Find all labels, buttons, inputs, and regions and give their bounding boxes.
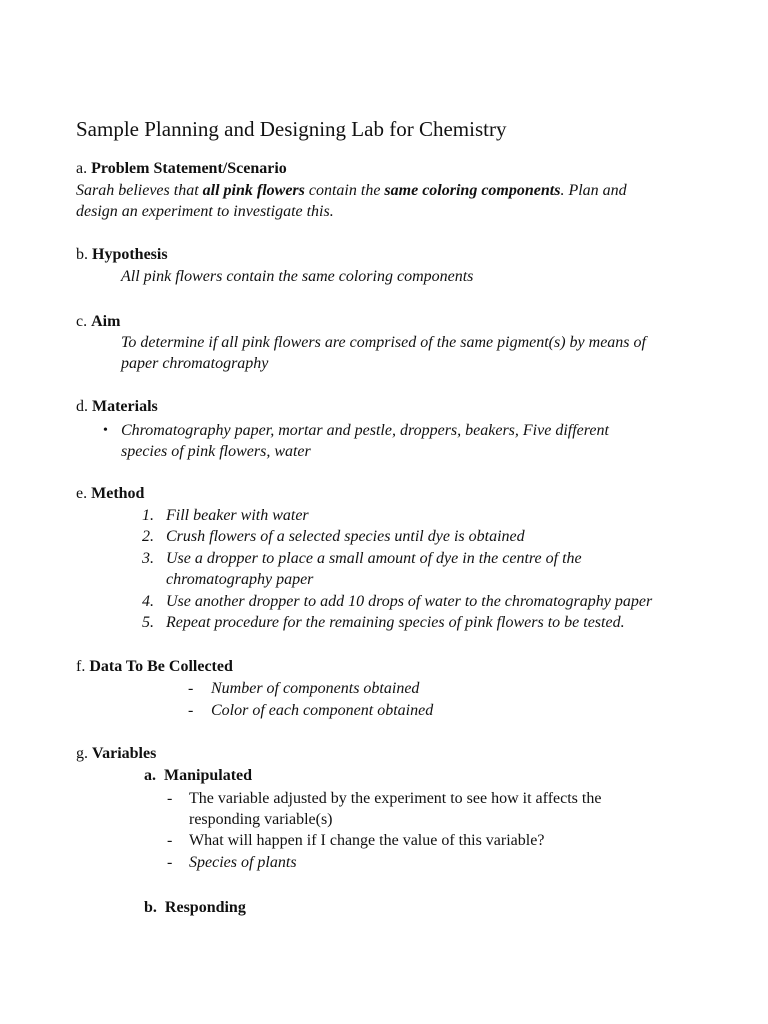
hypothesis-text bbox=[121, 266, 473, 287]
section-g-heading bbox=[76, 743, 156, 764]
aim-line-2: paper chromatography bbox=[121, 355, 269, 372]
step-text: Fill beaker with water bbox=[166, 507, 309, 524]
section-c-heading bbox=[76, 311, 120, 332]
data-collected-list bbox=[188, 678, 434, 721]
list-item-text: The variable adjusted by the experiment to see how it affects the bbox=[189, 790, 602, 807]
list-item-text: Number of components obtained bbox=[211, 680, 420, 697]
step-number: 1. bbox=[142, 507, 154, 524]
list-item-text: What will happen if I change the value of this variable? bbox=[189, 832, 545, 849]
page-title: Sample Planning and Designing Lab for Chemistry bbox=[76, 117, 507, 141]
method-step bbox=[142, 505, 652, 526]
section-prefix: g. bbox=[76, 745, 88, 762]
section-heading: Method bbox=[91, 485, 145, 502]
list-item-continuation: responding variable(s) bbox=[189, 811, 333, 828]
section-prefix: e. bbox=[76, 485, 88, 502]
text-run: contain the bbox=[304, 182, 385, 199]
emphasis-run: same coloring components bbox=[384, 182, 561, 199]
section-heading: Variables bbox=[92, 745, 157, 762]
section-heading: Aim bbox=[91, 313, 121, 330]
step-text: Use a dropper to place a small amount of dye in the centre of the bbox=[166, 550, 582, 567]
section-b-heading bbox=[76, 244, 168, 265]
step-number: 2. bbox=[142, 528, 154, 545]
problem-line-1 bbox=[76, 180, 627, 201]
section-prefix: f. bbox=[76, 658, 86, 675]
subsection-a-heading bbox=[144, 765, 252, 786]
section-prefix: a. bbox=[76, 160, 88, 177]
dash-marker: - bbox=[188, 702, 194, 719]
step-text: Crush flowers of a selected species until dye is obtained bbox=[166, 528, 525, 545]
dash-marker: - bbox=[167, 832, 173, 849]
hypothesis-line: All pink flowers contain the same coloring components bbox=[121, 268, 474, 285]
text-run: . Plan and bbox=[560, 182, 627, 199]
list-item-text: Color of each component obtained bbox=[211, 702, 434, 719]
section-prefix: d. bbox=[76, 398, 88, 415]
section-d-heading bbox=[76, 396, 158, 417]
subsection-prefix: a. bbox=[144, 767, 156, 784]
list-item bbox=[167, 830, 601, 851]
step-number: 5. bbox=[142, 614, 154, 631]
step-number: 3. bbox=[142, 550, 154, 567]
step-text: Use another dropper to add 10 drops of water to the chromatography paper bbox=[166, 593, 653, 610]
list-item-text: Species of plants bbox=[189, 854, 297, 871]
subsection-prefix: b. bbox=[144, 899, 157, 916]
section-heading: Problem Statement/Scenario bbox=[91, 160, 287, 177]
subsection-heading: Responding bbox=[164, 899, 246, 916]
dash-marker: - bbox=[167, 854, 173, 871]
aim-text bbox=[121, 332, 646, 374]
method-step bbox=[142, 526, 652, 547]
section-e-heading bbox=[76, 483, 144, 504]
section-a-heading bbox=[76, 158, 287, 179]
materials-list bbox=[121, 420, 609, 462]
text-run: design an experiment to investigate this. bbox=[76, 203, 334, 220]
subsection-b-heading bbox=[144, 897, 246, 918]
materials-line-1: Chromatography paper, mortar and pestle, droppers, beakers, Five different bbox=[121, 422, 609, 439]
method-step bbox=[142, 591, 653, 612]
manipulated-list bbox=[167, 788, 602, 873]
subsection-heading: Manipulated bbox=[164, 767, 253, 784]
section-prefix: b. bbox=[76, 246, 88, 263]
section-f-heading bbox=[76, 656, 233, 677]
section-heading: Hypothesis bbox=[92, 246, 168, 263]
materials-line-2: species of pink flowers, water bbox=[121, 443, 311, 460]
method-step bbox=[142, 548, 652, 569]
problem-statement bbox=[76, 180, 627, 222]
emphasis-run: all pink flowers bbox=[202, 182, 305, 199]
method-steps bbox=[142, 505, 653, 633]
dash-marker: - bbox=[188, 680, 194, 697]
dash-marker: - bbox=[167, 790, 173, 807]
step-text-continuation: chromatography paper bbox=[166, 571, 314, 588]
list-item bbox=[167, 788, 602, 809]
section-heading: Materials bbox=[92, 398, 158, 415]
section-prefix: c. bbox=[76, 313, 88, 330]
bullet-icon: • bbox=[103, 423, 108, 438]
step-text: Repeat procedure for the remaining species of pink flowers to be tested. bbox=[166, 614, 625, 631]
method-step bbox=[142, 612, 652, 633]
list-item bbox=[188, 700, 434, 721]
section-heading: Data To Be Collected bbox=[89, 658, 233, 675]
step-number: 4. bbox=[142, 593, 154, 610]
aim-line-1: To determine if all pink flowers are comprised of the same pigment(s) by means of bbox=[121, 334, 646, 351]
text-run: Sarah believes that bbox=[76, 182, 203, 199]
problem-line-2 bbox=[76, 201, 627, 222]
list-item bbox=[188, 678, 433, 699]
list-item bbox=[167, 852, 601, 873]
